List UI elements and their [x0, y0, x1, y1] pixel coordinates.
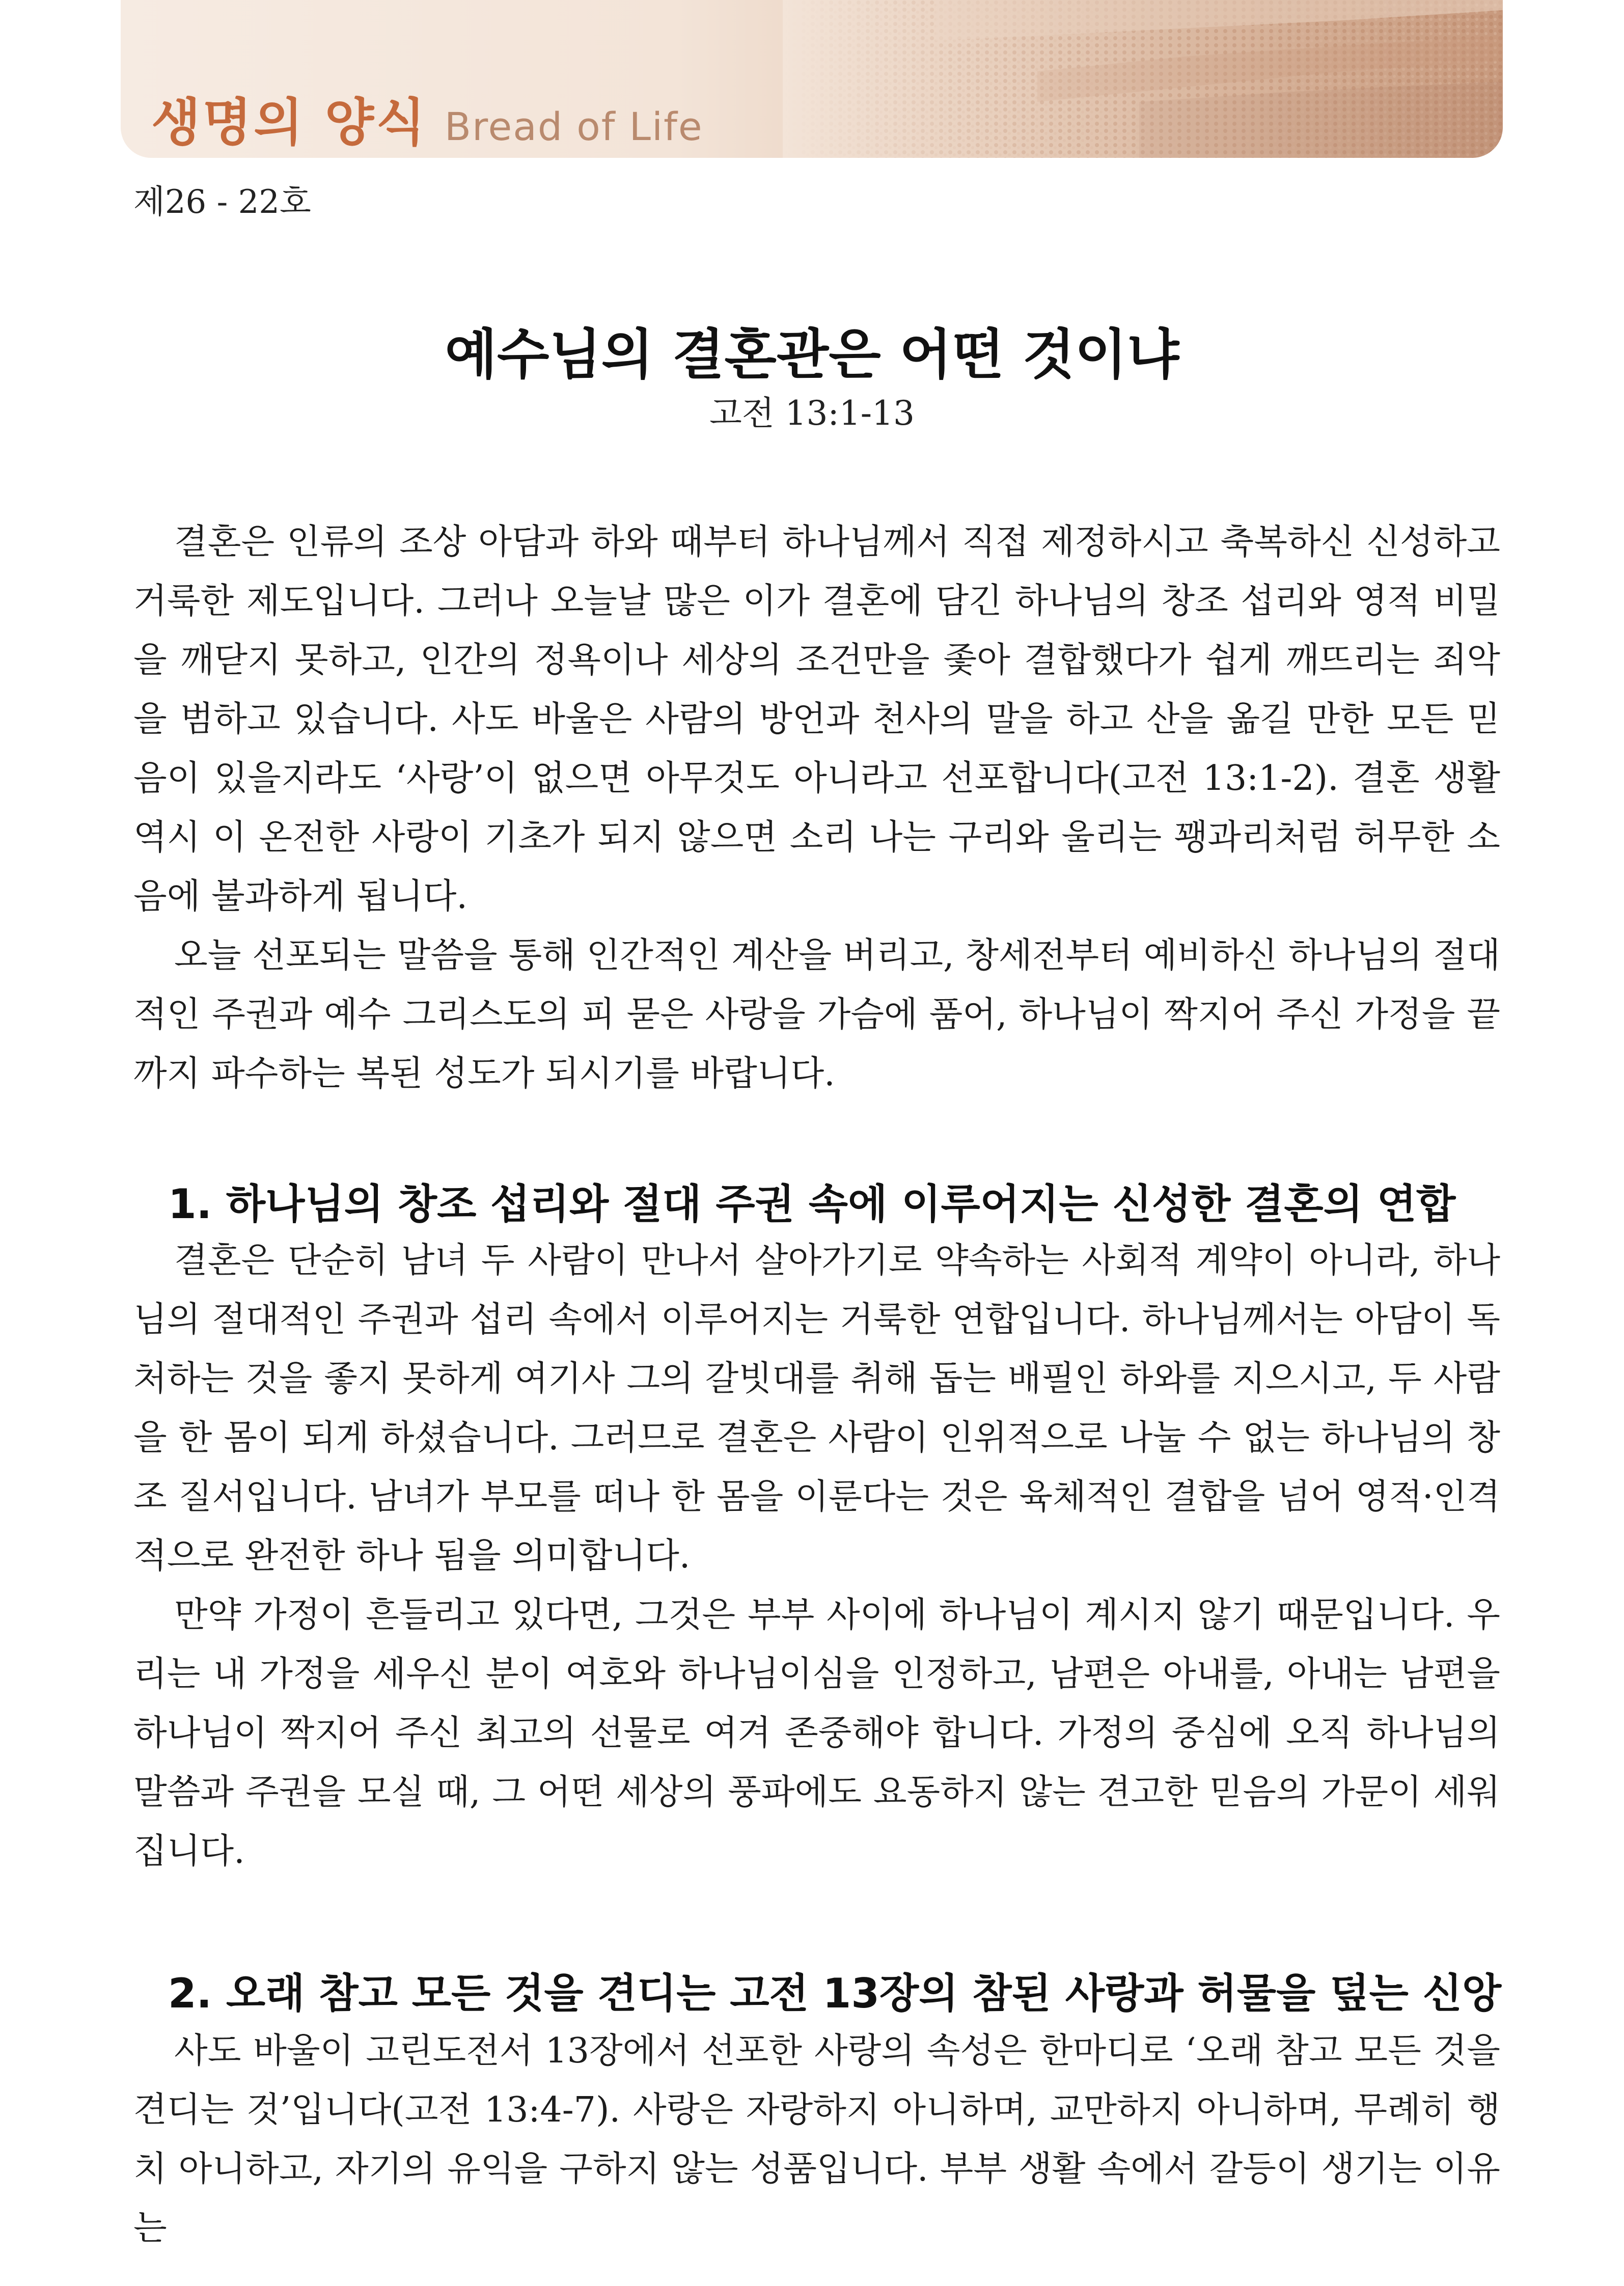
banner-title-korean: 생명의 양식	[151, 93, 427, 152]
issue-number: 제26 - 22호	[133, 183, 311, 221]
intro-paragraph: 오늘 선포되는 말씀을 통해 인간적인 계산을 버리고, 창세전부터 예비하신 하나님의 절대적인 주권과 예수 그리스도의 피 묻은 사랑을 가슴에 품어, 하나님이 짝지어 주신 가정을 끝까지 파수하는 복된 성도가 되시기를 바랍니다.	[133, 935, 1500, 1094]
section-heading-1: 1. 하나님의 창조 섭리와 절대 주권 속에 이루어지는 신성한 결혼의 연합	[168, 1180, 1456, 1228]
body-paragraph: 사도 바울이 고린도전서 13장에서 선포한 사랑의 속성은 한마디로 ‘오래 참고 모든 것을 견디는 것’입니다(고전 13:4-7). 사랑은 자랑하지 아니하며, 교만하지 아니하며, 무례히 행치 아니하고, 자기의 유익을 구하지 않는 성품입니다. 부부 생활 속에서 갈등이 생기는 이유는	[133, 2031, 1500, 2248]
section-2-text	[133, 2022, 1500, 2258]
header-banner	[121, 0, 1503, 158]
banner-title	[151, 81, 703, 155]
section-heading-2: 2. 오래 참고 모든 것을 견디는 고전 13장의 참된 사랑과 허물을 덮는 신앙	[168, 1970, 1502, 2017]
section-1-text	[133, 1231, 1500, 1881]
scripture-reference: 고전 13:1-13	[709, 394, 915, 433]
sermon-title: 예수님의 결혼관은 어떤 것이냐	[445, 323, 1179, 386]
banner-title-english: Bread of Life	[444, 104, 703, 149]
body-paragraph: 결혼은 단순히 남녀 두 사람이 만나서 살아가기로 약속하는 사회적 계약이 아니라, 하나님의 절대적인 주권과 섭리 속에서 이루어지는 거룩한 연합입니다. 하나님께서는 아담이 독처하는 것을 좋지 못하게 여기사 그의 갈빗대를 취해 돕는 배필인 하와를 지으시고, 두 사람을 한 몸이 되게 하셨습니다. 그러므로 결혼은 사람이 인위적으로 나눌 수 없는 하나님의 창조 질서입니다. 남녀가 부모를 떠나 한 몸을 이룬다는 것은 육체적인 결합을 넘어 영적·인격적으로 완전한 하나 됨을 의미합니다.	[133, 1241, 1500, 1576]
intro-paragraph: 결혼은 인류의 조상 아담과 하와 때부터 하나님께서 직접 제정하시고 축복하신 신성하고 거룩한 제도입니다. 그러나 오늘날 많은 이가 결혼에 담긴 하나님의 창조 섭리와 영적 비밀을 깨닫지 못하고, 인간의 정욕이나 세상의 조건만을 좇아 결합했다가 쉽게 깨뜨리는 죄악을 범하고 있습니다. 사도 바울은 사람의 방언과 천사의 말을 하고 산을 옮길 만한 모든 믿음이 있을지라도 ‘사랑’이 없으면 아무것도 아니라고 선포합니다(고전 13:1-2). 결혼 생활 역시 이 온전한 사랑이 기초가 되지 않으면 소리 나는 구리와 울리는 꽹과리처럼 허무한 소음에 불과하게 됩니다.	[133, 522, 1500, 917]
body-paragraph: 만약 가정이 흔들리고 있다면, 그것은 부부 사이에 하나님이 계시지 않기 때문입니다. 우리는 내 가정을 세우신 분이 여호와 하나님이심을 인정하고, 남편은 아내를, 아내는 남편을 하나님이 짝지어 주신 최고의 선물로 여겨 존중해야 합니다. 가정의 중심에 오직 하나님의 말씀과 주권을 모실 때, 그 어떤 세상의 풍파에도 요동하지 않는 견고한 믿음의 가문이 세워집니다.	[133, 1595, 1500, 1871]
crowd-photo-texture	[783, 0, 1503, 158]
intro-text	[133, 513, 1500, 1104]
